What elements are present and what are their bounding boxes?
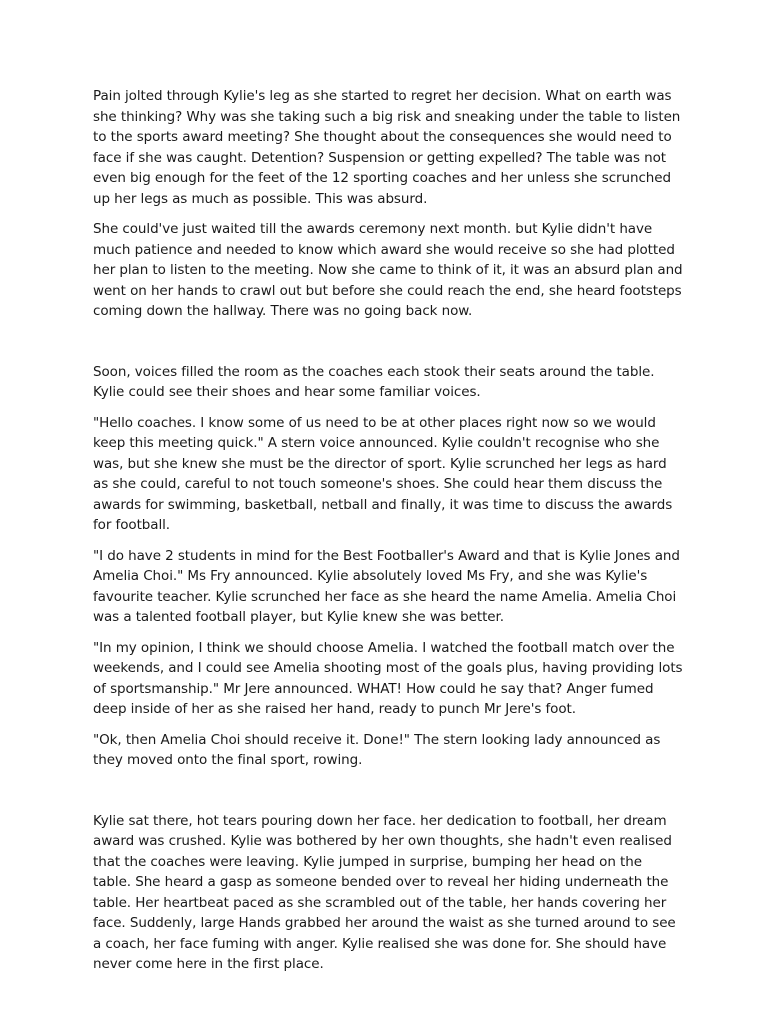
paragraph-7: "Ok, then Amelia Choi should receive it. Done!" The stern looking lady announced as they moved onto the final sport, rowing. — [93, 731, 661, 768]
paragraph-4: "Hello coaches. I know some of us need to be at other places right now so we would keep this meeting quick." A stern voice announced. Kylie couldn't recognise who she was, but she knew she must be the director of sport. Kylie scrunched her legs as hard as she could, careful to not touch someone's shoes. She could hear them discuss the awards for swimming, basketball, netball and finally, it was time to discuss the awards for football. — [93, 414, 673, 533]
paragraph-8: Kylie sat there, hot tears pouring down her face. her dedication to football, her dream award was crushed. Kylie was bothered by her own thoughts, she hadn't even realised that the coaches were leaving. Kylie jumped in surprise, bumping her head on the table. She heard a gasp as someone bended over to reveal her hiding underneath the table. Her heartbeat paced as she scrambled out of the table, her hands covering her face. Suddenly, large Hands grabbed her around the waist as she turned around to see a coach, her face fuming with anger. Kylie realised she was done for. She should have never come here in the first place. — [93, 812, 676, 972]
paragraph-1: Pain jolted through Kylie's leg as she started to regret her decision. What on earth was she thinking? Why was she taking such a big risk and sneaking under the table to listen to the sports award meeting? She thought about the consequences she would need to face if she was caught. Detention? Suspension or getting expelled? The table was not even big enough for the feet of the 12 sporting coaches and her unless she scrunched up her legs as much as possible. This was absurd. — [93, 88, 681, 207]
paragraph-6: "In my opinion, I think we should choose Amelia. I watched the football match over the weekends, and I could see Amelia shooting most of the goals plus, having providing lots of sportsmanship." Mr Jere announced. WHAT! How could he say that? Anger fumed deep inside of her as she raised her hand, ready to punch Mr Jere's foot. — [93, 639, 683, 717]
document-body — [93, 86, 683, 985]
paragraph-3: Soon, voices filled the room as the coaches each stook their seats around the table. Kylie could see their shoes and hear some familiar voices. — [93, 363, 655, 400]
paragraph-2: She could've just waited till the awards ceremony next month. but Kylie didn't have much patience and needed to know which award she would receive so she had plotted her plan to listen to the meeting. Now she came to think of it, it was an absurd plan and went on her hands to crawl out but before she could reach the end, she heard footsteps coming down the hallway. There was no going back now. — [93, 221, 683, 319]
paragraph-5: "I do have 2 students in mind for the Best Footballer's Award and that is Kylie Jones and Amelia Choi." Ms Fry announced. Kylie absolutely loved Ms Fry, and she was Kylie's favourite teacher. Kylie scrunched her face as she heard the name Amelia. Amelia Choi was a talented football player, but Kylie knew she was better. — [93, 547, 680, 625]
